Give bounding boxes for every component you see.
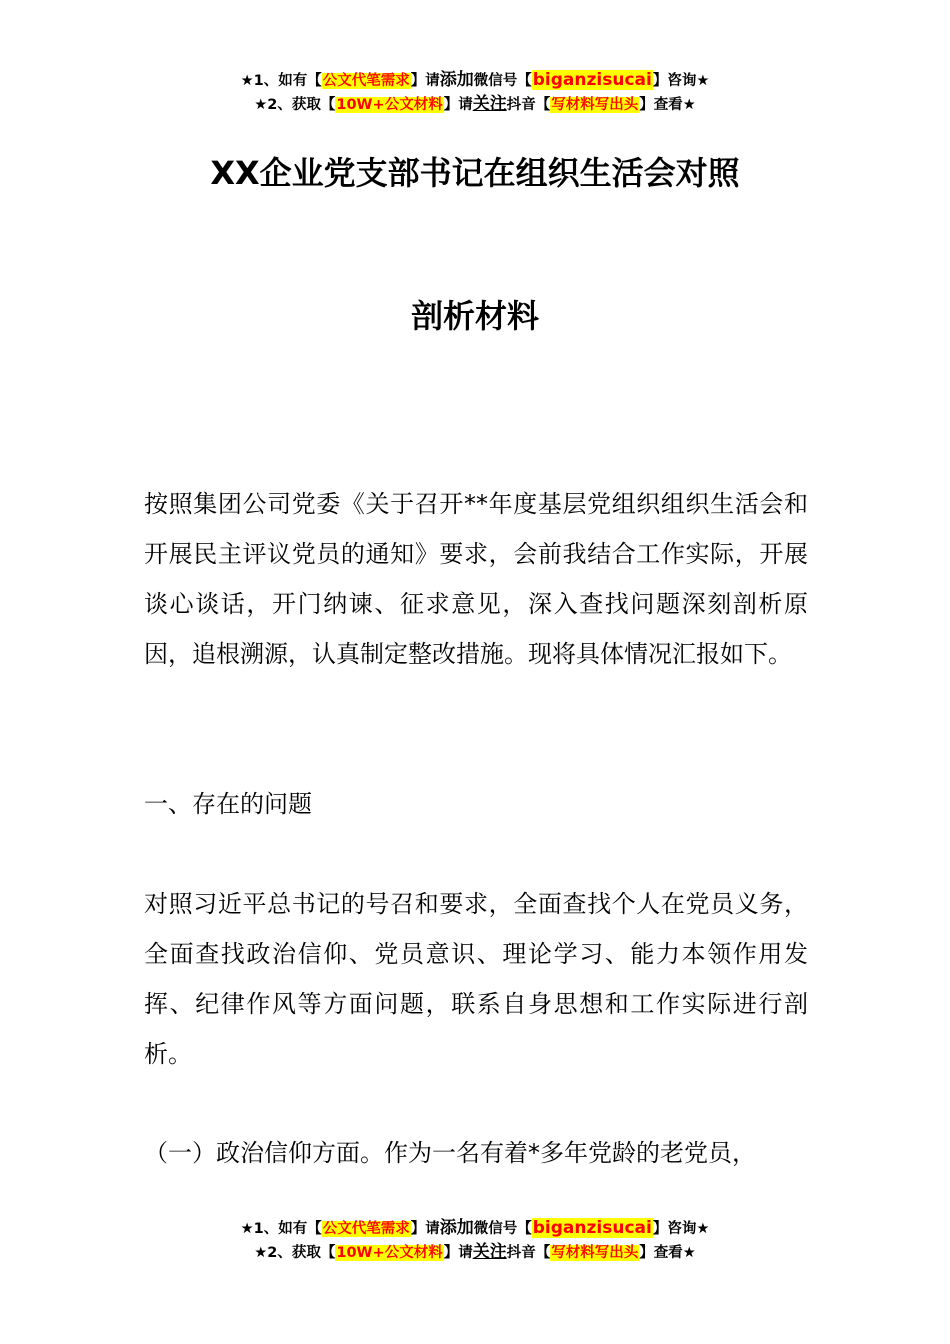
- banner-highlight: biganzisucai: [532, 70, 652, 90]
- document-title-line-2: 剖析材料: [410, 297, 539, 335]
- banner-text: 】请: [410, 73, 440, 89]
- banner-text: 】请: [443, 1245, 473, 1261]
- banner-text: 】查看★: [639, 1245, 696, 1261]
- banner-text: 抖音【: [506, 97, 551, 113]
- banner-text: 】查看★: [639, 97, 696, 113]
- body-paragraph: 对照习近平总书记的号召和要求，全面查找个人在党员义务，全面查找政治信仰、党员意识、理论学习、能力本领作用发挥、纪律作风等方面问题，联系自身思想和工作实际进行剖析。: [144, 890, 808, 1068]
- body-paragraph-intro: 按照集团公司党委《关于召开**年度基层党组织组织生活会和开展民主评议党员的通知》要求，会前我结合工作实际，开展谈心谈话，开门纳谏、征求意见，深入查找问题深刻剖析原因，追根溯源，认真制定整改措施。现将具体情况汇报如下。: [144, 490, 808, 668]
- banner-highlight: 写材料写出头: [551, 97, 639, 113]
- section-heading: 一、存在的问题: [144, 790, 312, 818]
- banner-text: ★2、获取【: [254, 97, 336, 113]
- banner-highlight: 公文代笔需求: [322, 1221, 410, 1237]
- banner-highlight: 10W+公文材料: [336, 97, 443, 113]
- footer-banner: [0, 1216, 950, 1264]
- banner-line-2: [0, 1240, 950, 1264]
- banner-highlight: 写材料写出头: [551, 1245, 639, 1261]
- header-banner: [0, 68, 950, 116]
- document-title-line-1: XX企业党支部书记在组织生活会对照: [210, 154, 740, 192]
- banner-text: 】请: [410, 1221, 440, 1237]
- banner-highlight: biganzisucai: [532, 1218, 652, 1238]
- banner-emphasis: 添加: [439, 70, 474, 90]
- banner-emphasis: 关注: [472, 94, 507, 114]
- banner-line-1: [0, 68, 950, 92]
- banner-highlight: 公文代笔需求: [322, 73, 410, 89]
- subsection-paragraph: （一）政治信仰方面。作为一名有着*多年党龄的老党员，: [144, 1139, 756, 1167]
- banner-emphasis: 关注: [472, 1242, 507, 1262]
- banner-highlight: 10W+公文材料: [336, 1245, 443, 1261]
- banner-text: 】请: [443, 97, 473, 113]
- banner-line-2: [0, 92, 950, 116]
- banner-text: 】咨询★: [652, 1221, 710, 1237]
- banner-text: 抖音【: [506, 1245, 551, 1261]
- banner-text: ★1、如有【: [240, 73, 322, 89]
- banner-text: 微信号【: [473, 1221, 532, 1237]
- banner-text: ★1、如有【: [240, 1221, 322, 1237]
- banner-text: ★2、获取【: [254, 1245, 336, 1261]
- banner-emphasis: 添加: [439, 1218, 474, 1238]
- banner-text: 微信号【: [473, 73, 532, 89]
- banner-line-1: [0, 1216, 950, 1240]
- banner-text: 】咨询★: [652, 73, 710, 89]
